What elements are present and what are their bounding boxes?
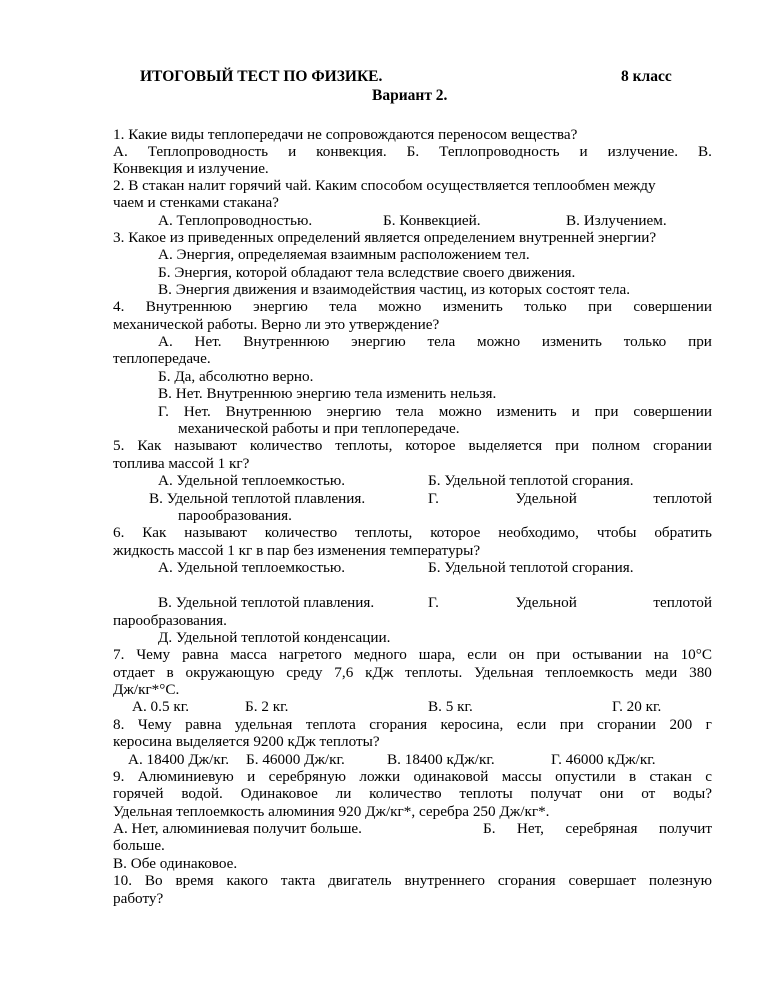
question-3-option-a: А. Энергия, определяемая взаимным расположением тел. [158,246,530,263]
question-5-option-b: Б. Удельной теплотой сгорания. [428,472,634,489]
question-7-option-a: А. 0.5 кг. [132,698,190,715]
question-9-cont: горячей водой. Одинаковое ли количество теплоты получат они от воды? [113,785,712,802]
question-2-option-a: А. Теплопроводностью. [158,212,313,229]
question-8-option-d: Г. 46000 кДж/кг. [551,751,656,768]
question-3: 3. Какое из приведенных определений является определением внутренней энергии? [113,229,657,246]
question-2-option-b: Б. Конвекцией. [383,212,481,229]
question-7-option-d: Г. 20 кг. [612,698,662,715]
question-5-cont: топлива массой 1 кг? [113,455,250,472]
question-2: 2. В стакан налит горячий чай. Каким способом осуществляется теплообмен между [113,177,656,194]
question-4-option-d-cont: механической работы и при теплопередаче. [178,420,460,437]
question-6-option-b: Б. Удельной теплотой сгорания. [428,559,634,576]
question-6-option-d-cont: парообразования. [113,612,227,629]
question-5: 5. Как называют количество теплоты, которое выделяется при полном сгорании [113,437,712,454]
question-10-cont: работу? [113,890,164,907]
question-10: 10. Во время какого такта двигатель внутреннего сгорания совершает полезную [113,872,712,889]
question-4-option-a: А. Нет. Внутреннюю энергию тела можно изменить только при [158,333,712,350]
question-7: 7. Чему равна масса нагретого медного шара, если он при остывании на 10°С [113,646,712,663]
question-9-option-a: А. Нет, алюминиевая получит больше. [113,820,362,837]
question-4-option-c: В. Нет. Внутреннюю энергию тела изменить нельзя. [158,385,497,402]
question-7-option-c: В. 5 кг. [428,698,473,715]
question-5-option-d-cont: парообразования. [178,507,292,524]
question-6-option-e: Д. Удельной теплотой конденсации. [158,629,391,646]
question-8-cont: керосина выделяется 9200 кДж теплоты? [113,733,380,750]
question-7-cont: отдает в окружающую среду 7,6 кДж теплоты. Удельная теплоемкость меди 380 [113,664,712,681]
question-6: 6. Как называют количество теплоты, которое необходимо, чтобы обратить [113,524,712,541]
question-6-option-d: Г. Удельной теплотой [428,594,712,611]
question-9: 9. Алюминиевую и серебряную ложки одинаковой массы опустили в стакан с [113,768,712,785]
question-7-option-b: Б. 2 кг. [245,698,289,715]
question-8-option-a: А. 18400 Дж/кг. [128,751,230,768]
test-title: ИТОГОВЫЙ ТЕСТ ПО ФИЗИКЕ. [140,68,383,85]
question-9-cont-2: Удельная теплоемкость алюминия 920 Дж/кг*, серебра 250 Дж/кг*. [113,803,550,820]
question-9-option-b: Б. Нет, серебряная получит [483,820,712,837]
question-4-cont: механической работы. Верно ли это утверждение? [113,316,440,333]
question-7-cont-2: Дж/кг*°С. [113,681,180,698]
question-2-cont: чаем и стенками стакана? [113,194,279,211]
question-5-option-d: Г. Удельной теплотой [428,490,712,507]
question-5-option-c: В. Удельной теплотой плавления. [149,490,366,507]
question-3-option-b: Б. Энергия, которой обладают тела вследствие своего движения. [158,264,576,281]
question-3-option-c: В. Энергия движения и взаимодействия частиц, из которых состоят тела. [158,281,631,298]
question-4-option-d: Г. Нет. Внутреннюю энергию тела можно изменить и при совершении [158,403,712,420]
variant-label: Вариант 2. [372,87,448,104]
question-4-option-b: Б. Да, абсолютно верно. [158,368,314,385]
question-2-option-c: В. Излучением. [566,212,667,229]
question-6-option-a: А. Удельной теплоемкостью. [158,559,346,576]
question-4: 4. Внутреннюю энергию тела можно изменить только при совершении [113,298,712,315]
question-5-option-a: А. Удельной теплоемкостью. [158,472,346,489]
question-8: 8. Чему равна удельная теплота сгорания керосина, если при сгорании 200 г [113,716,712,733]
question-1-options-line: А. Теплопроводность и конвекция. Б. Теплопроводность и излучение. В. [113,143,712,160]
question-6-cont: жидкость массой 1 кг в пар без изменения температуры? [113,542,481,559]
question-4-option-a-cont: теплопередаче. [113,350,211,367]
question-9-option-c: В. Обе одинаковое. [113,855,238,872]
question-8-option-b: Б. 46000 Дж/кг. [246,751,345,768]
question-6-option-c: В. Удельной теплотой плавления. [158,594,375,611]
question-8-option-c: В. 18400 кДж/кг. [387,751,495,768]
grade-label: 8 класс [621,68,672,85]
question-1-option-c: Конвекция и излучение. [113,160,269,177]
question-1: 1. Какие виды теплопередачи не сопровождаются переносом вещества? [113,126,578,143]
question-9-option-b-cont: больше. [113,837,165,854]
